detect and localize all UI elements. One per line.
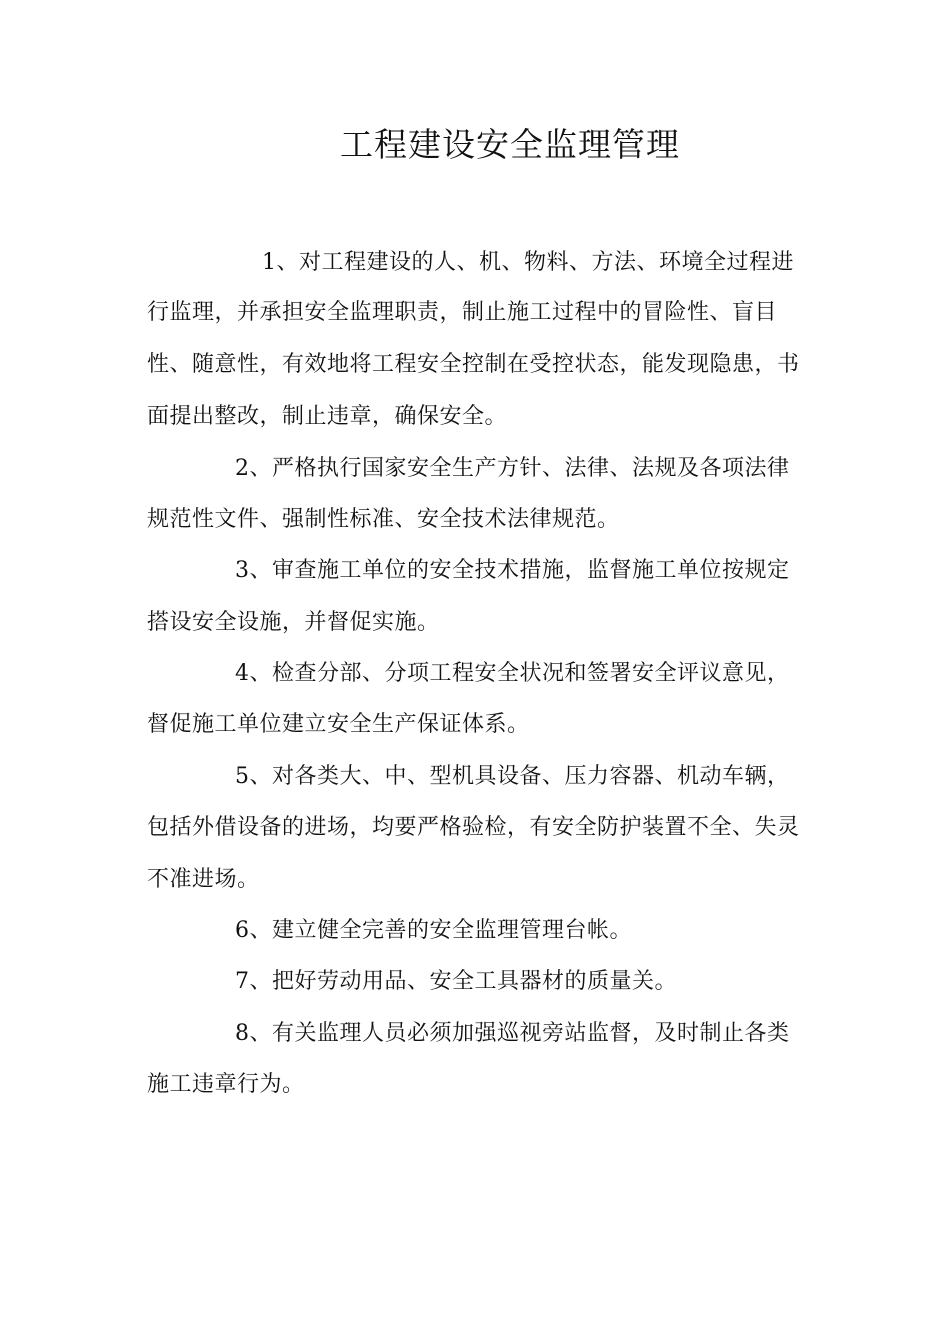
- paragraph-line: 2、严格执行国家安全生产方针、法律、法规及各项法律: [235, 456, 790, 481]
- paragraph-line: 5、对各类大、中、型机具设备、压力容器、机动车辆，: [235, 764, 790, 789]
- document-title: 工程建设安全监理管理: [340, 125, 680, 164]
- paragraph-line: 搭设安全设施，并督促实施。: [147, 610, 440, 635]
- paragraph-line: 7、把好劳动用品、安全工具器材的质量关。: [235, 969, 677, 994]
- paragraph-line: 面提出整改，制止违章，确保安全。: [147, 404, 508, 429]
- paragraph-line: 性、随意性，有效地将工程安全控制在受控状态，能发现隐患，书: [147, 352, 800, 377]
- paragraph-line: 6、建立健全完善的安全监理管理台帐。: [235, 918, 632, 943]
- paragraph-line: 规范性文件、强制性标准、安全技术法律规范。: [147, 507, 620, 532]
- paragraph-line: 不准进场。: [147, 867, 260, 892]
- paragraph-line: 3、审查施工单位的安全技术措施，监督施工单位按规定: [235, 558, 790, 583]
- paragraph-line: 4、检查分部、分项工程安全状况和签署安全评议意见，: [235, 661, 790, 686]
- paragraph-line: 施工违章行为。: [147, 1072, 305, 1097]
- paragraph-line: 行监理，并承担安全监理职责，制止施工过程中的冒险性、盲目: [147, 300, 778, 325]
- paragraph-line: 督促施工单位建立安全生产保证体系。: [147, 712, 530, 737]
- paragraph-line: 8、有关监理人员必须加强巡视旁站监督，及时制止各类: [235, 1021, 790, 1046]
- paragraph-line: 1、对工程建设的人、机、物料、方法、环境全过程进: [262, 250, 794, 275]
- paragraph-line: 包括外借设备的进场，均要严格验检，有安全防护装置不全、失灵: [147, 815, 800, 840]
